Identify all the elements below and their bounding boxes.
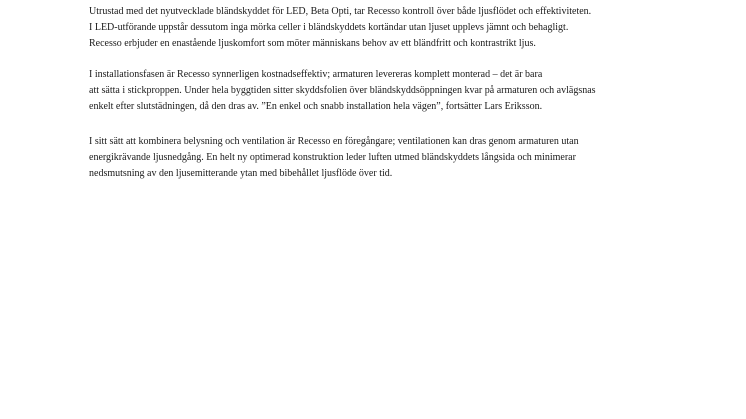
text-line: I LED-utförande uppstår dessutom inga mörka celler i bländskyddets kortändar utan ljuset upplevs jämnt och behagligt.	[89, 22, 569, 33]
text-line: Recesso erbjuder en enastående ljuskomfort som möter människans behov av ett bländfritt och kontrastrikt ljus.	[89, 38, 536, 49]
text-line: I sitt sätt att kombinera belysning och ventilation är Recesso en föregångare; ventilationen kan dras genom armaturen utan	[89, 136, 579, 147]
text-line: enkelt efter slutstädningen, då den dras av. ”En enkel och snabb installation hela vägen”, fortsätter Lars Eriksson.	[89, 101, 543, 112]
paragraph-installation	[89, 67, 729, 115]
text-line: nedsmutsning av den ljusemitterande ytan med bibehållet ljusflöde över tid.	[89, 168, 393, 179]
text-line: I installationsfasen är Recesso synnerligen kostnadseffektiv; armaturen levereras komplett monterad – det är bara	[89, 69, 543, 80]
paragraph-ventilation	[89, 134, 729, 182]
text-line: energikrävande ljusnedgång. En helt ny optimerad konstruktion leder luften utmed bländskyddets långsida och minimerar	[89, 152, 576, 163]
paragraph-glare-shield	[89, 4, 729, 52]
text-line: Utrustad med det nyutvecklade bländskyddet för LED, Beta Opti, tar Recesso kontroll över både ljusflödet och effektiviteten.	[89, 6, 592, 17]
text-line: att sätta i stickproppen. Under hela byggtiden sitter skyddsfolien över bländskyddsöppningen kvar på armaturen och avlägsnas	[89, 85, 596, 96]
